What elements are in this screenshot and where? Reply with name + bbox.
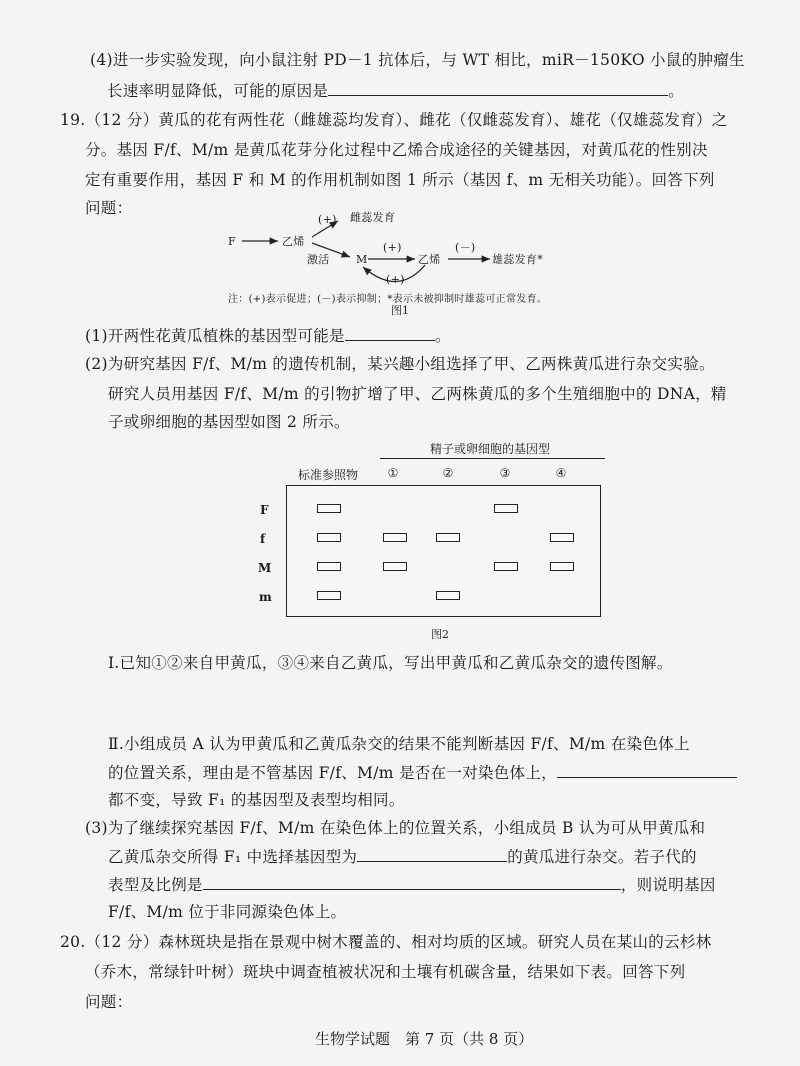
band-ref-M xyxy=(317,562,341,571)
fig2-caption: 图2 xyxy=(431,628,449,641)
q19-I-text: Ⅰ.已知①②来自甲黄瓜，③④来自乙黄瓜，写出甲黄瓜和乙黄瓜杂交的遗传图解。 xyxy=(108,654,673,672)
q19-II-line2 xyxy=(108,762,737,783)
q19-part3-line2a: 乙黄瓜杂交所得 F₁ 中选择基因型为 xyxy=(108,848,358,866)
q19-part3-line3b: ，则说明基因 xyxy=(620,876,716,894)
fig1-pistil: 雌蕊发育 xyxy=(350,211,396,224)
q19-part3-line4: F/f、M/m 位于非同源染色体上。 xyxy=(108,903,347,921)
band-1-f xyxy=(383,533,407,542)
band-1-M xyxy=(383,562,407,571)
q19-intro-line4: 问题： xyxy=(85,199,133,217)
band-2-m xyxy=(436,591,460,600)
fig2-row-M: M xyxy=(258,561,272,575)
band-ref-m xyxy=(317,591,341,600)
q19-intro-line3: 定有重要作用，基因 F 和 M 的作用机制如图 1 所示（基因 f、m 无相关功能）。回答下列 xyxy=(85,171,715,189)
fig2-row-F: F xyxy=(260,503,269,517)
q19-part2-line3: 子或卵细胞的基因型如图 2 所示。 xyxy=(108,413,350,431)
q19-part3-line3a: 表型及比例是 xyxy=(108,876,203,894)
q18-answer-blank[interactable] xyxy=(328,80,668,96)
band-2-f xyxy=(436,533,460,542)
fig2-col4: ④ xyxy=(555,466,567,480)
q19-part3-line1: (3)为了继续探究基因 F/f、M/m 在染色体上的位置关系，小组成员 B 认为可从甲黄瓜和 xyxy=(85,819,706,837)
fig2-col1: ① xyxy=(387,466,399,480)
band-3-F xyxy=(494,504,518,513)
fig1-caption: 图1 xyxy=(391,304,409,317)
fig2-header-underline xyxy=(380,458,605,459)
q19-intro-line1: 19.（12 分）黄瓜的花有两性花（雌雄蕊均发育）、雌花（仅雌蕊发育）、雄花（仅雄蕊发育）之 xyxy=(60,111,728,129)
band-4-M xyxy=(550,562,574,571)
q19-II-line2-text: 的位置关系，理由是不管基因 F/f、M/m 是否在一对染色体上， xyxy=(108,764,557,782)
fig1-stamen: 雄蕊发育* xyxy=(492,253,543,266)
fig2-row-m: m xyxy=(259,590,272,604)
band-ref-f xyxy=(317,533,341,542)
fig1-F: F xyxy=(228,235,236,248)
fig1-ethylene2: 乙烯 xyxy=(418,253,441,266)
fig2-col3: ③ xyxy=(499,466,511,480)
band-3-M xyxy=(494,562,518,571)
q19-part1 xyxy=(85,325,451,346)
fig2-row-f: f xyxy=(260,532,266,546)
q19-II-blank[interactable] xyxy=(557,762,737,778)
q19-part3-line3 xyxy=(108,874,716,895)
fig1-ethylene1: 乙烯 xyxy=(282,235,305,248)
q18-part4-line2 xyxy=(107,80,684,101)
q19-part3-line2b: 的黄瓜进行杂交。若子代的 xyxy=(507,848,697,866)
q19-part1-blank[interactable] xyxy=(345,325,435,341)
band-4-f xyxy=(550,533,574,542)
q19-part2-line2: 研究人员用基因 F/f、M/m 的引物扩增了甲、乙两株黄瓜的多个生殖细胞中的 DNA，精 xyxy=(108,385,727,403)
q19-II-line1: Ⅱ.小组成员 A 认为甲黄瓜和乙黄瓜杂交的结果不能判断基因 F/f、M/m 在染色体上 xyxy=(108,735,690,753)
q19-part3-line2 xyxy=(108,846,697,867)
page-footer: 生物学试题 第 7 页（共 8 页） xyxy=(315,1030,534,1048)
fig1-plus2: (+) xyxy=(383,241,402,254)
q20-line1: 20.（12 分）森林斑块是指在景观中树木覆盖的、相对均质的区域。研究人员在某山的云杉林 xyxy=(60,933,712,951)
q19-part1-text: (1)开两性花黄瓜植株的基因型可能是 xyxy=(85,327,345,345)
q18-part4-end: 。 xyxy=(668,82,685,100)
q20-line3: 问题： xyxy=(85,993,133,1011)
q19-part3-genotype-blank[interactable] xyxy=(357,846,507,862)
fig2-group-header: 精子或卵细胞的基因型 xyxy=(429,442,550,456)
fig1-minus: (－) xyxy=(455,241,476,254)
q20-line2: （乔木，常绿针叶树）斑块中调查植被状况和土壤有机碳含量，结果如下表。回答下列 xyxy=(85,963,686,981)
q19-II-line3: 都不变，导致 F₁ 的基因型及表型均相同。 xyxy=(108,791,405,809)
fig1-plus1: (+) xyxy=(318,213,337,226)
fig2-col2: ② xyxy=(442,466,454,480)
fig1-M: M xyxy=(356,253,368,266)
q19-part3-ratio-blank[interactable] xyxy=(203,874,621,890)
q18-part4-text: 长速率明显降低，可能的原因是 xyxy=(107,82,329,100)
fig1-activate: 激活 xyxy=(307,253,330,266)
q18-part4-line1: (4)进一步实验发现，向小鼠注射 PD－1 抗体后，与 WT 相比，miR－150KO 小鼠的肿瘤生 xyxy=(90,51,745,69)
band-ref-F xyxy=(317,504,341,513)
q19-part2-line1: (2)为研究基因 F/f、M/m 的遗传机制，某兴趣小组选择了甲、乙两株黄瓜进行杂交实验。 xyxy=(85,355,715,373)
fig2-col-ref: 标准参照物 xyxy=(297,468,358,482)
fig1-note: 注：(+)表示促进；(－)表示抑制；*表示未被抑制时雄蕊可正常发育。 xyxy=(228,294,548,305)
fig1-plus3: (+) xyxy=(386,273,405,286)
q19-part1-end: 。 xyxy=(434,327,451,345)
q19-intro-line2: 分。基因 F/f、M/m 是黄瓜花芽分化过程中乙烯合成途径的关键基因，对黄瓜花的性别决 xyxy=(85,141,708,159)
